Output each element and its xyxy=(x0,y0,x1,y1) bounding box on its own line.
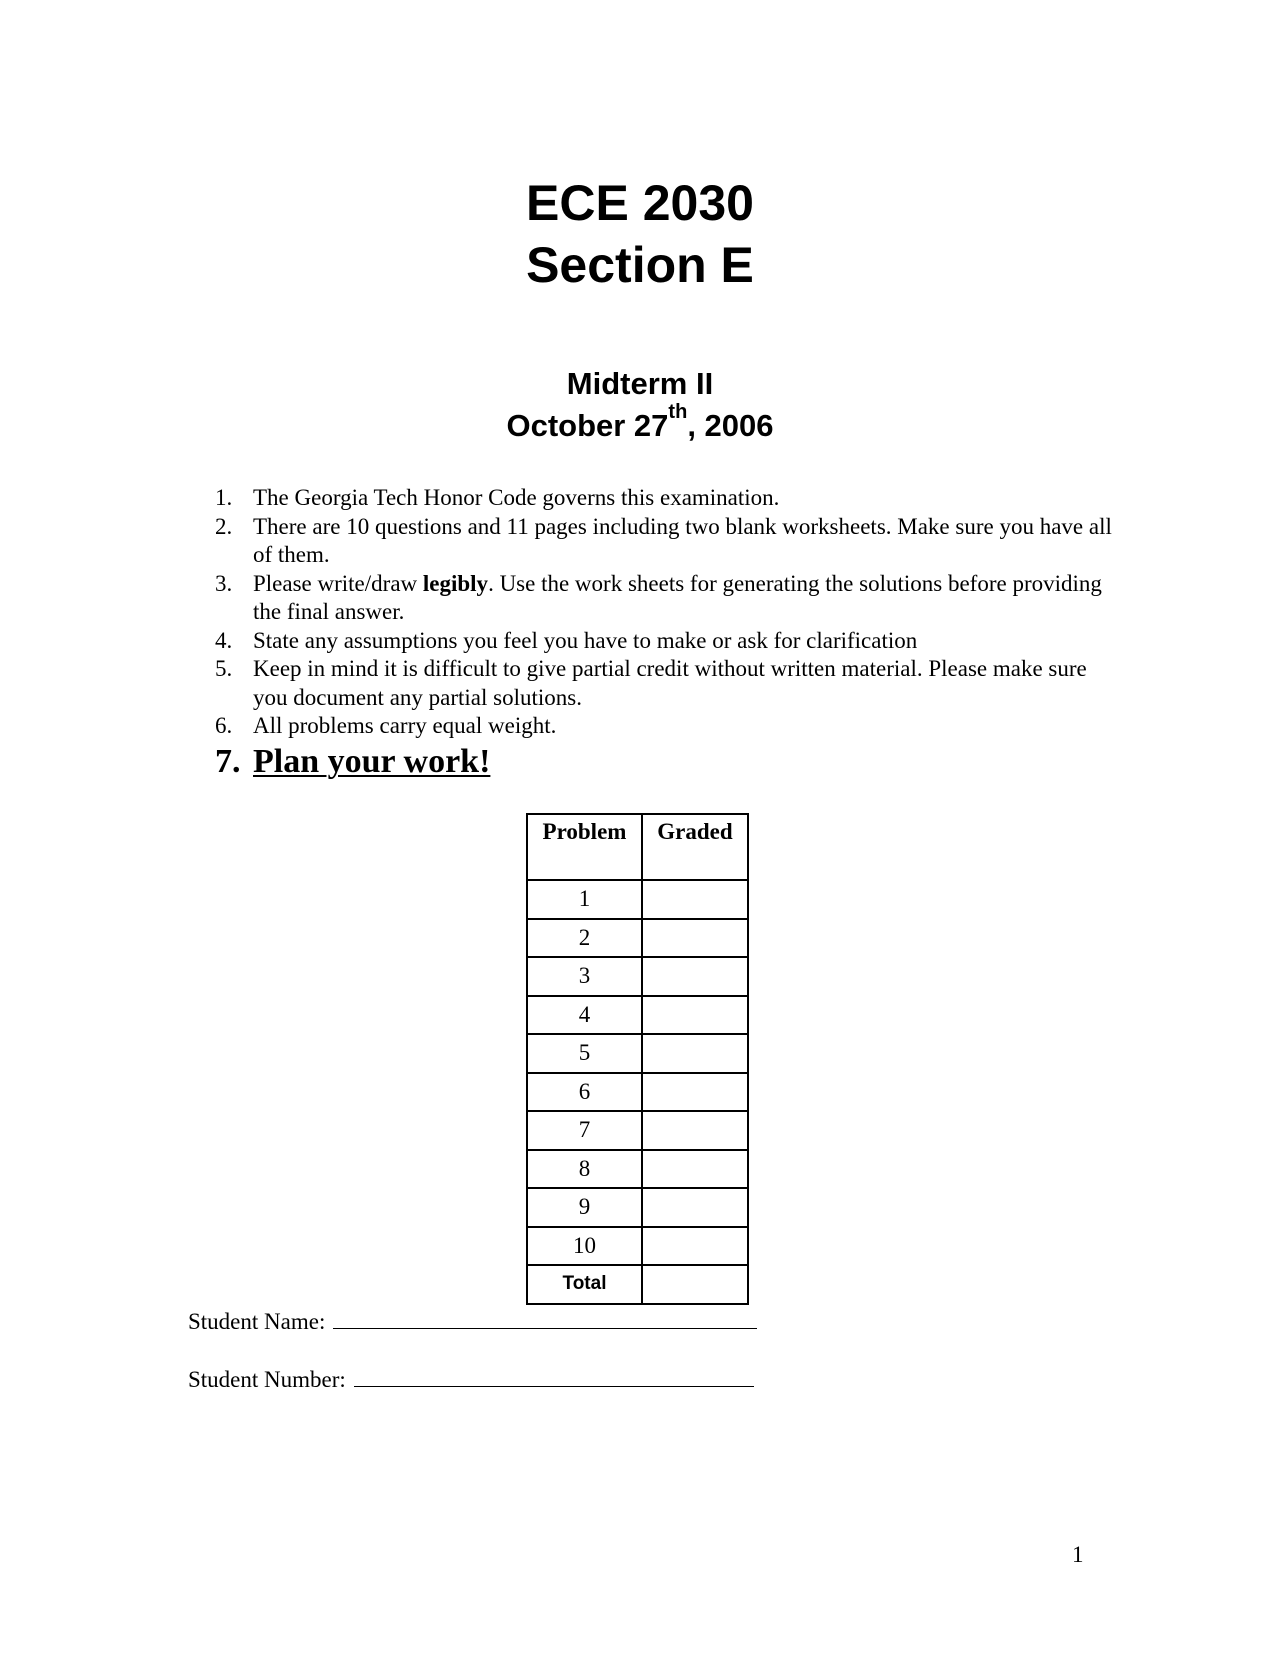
grade-cell[interactable] xyxy=(642,1150,748,1189)
graded-column-header: Graded xyxy=(642,814,748,880)
table-row xyxy=(527,996,748,1035)
instruction-text: There are 10 questions and 11 pages including two blank worksheets. Make sure you have all of them. xyxy=(253,513,1112,567)
problem-number: 2 xyxy=(527,919,642,958)
instruction-item xyxy=(215,627,1115,656)
instruction-text: The Georgia Tech Honor Code governs this examination. xyxy=(253,485,780,510)
grade-table xyxy=(526,813,749,1305)
student-number-line[interactable] xyxy=(354,1364,754,1387)
plan-instruction xyxy=(215,742,490,782)
total-grade-cell[interactable] xyxy=(642,1265,748,1304)
instruction-item xyxy=(215,484,1115,513)
instruction-text: State any assumptions you feel you have to make or ask for clarification xyxy=(253,627,918,653)
problem-number: 5 xyxy=(527,1034,642,1073)
instruction-text: Keep in mind it is difficult to give partial credit without written material. Please make sure you document any partial solutions. xyxy=(253,656,1087,710)
date-superscript: th xyxy=(668,401,688,423)
page-number: 1 xyxy=(1072,1542,1084,1567)
instruction-item xyxy=(215,655,1115,712)
grade-cell[interactable] xyxy=(642,1111,748,1150)
student-name-line[interactable] xyxy=(333,1306,757,1329)
grade-cell[interactable] xyxy=(642,880,748,919)
problem-number: 6 xyxy=(527,1073,642,1112)
instruction-number: 6. xyxy=(215,713,233,738)
table-row xyxy=(527,1227,748,1266)
exam-date xyxy=(0,401,1280,446)
student-name-label: Student Name: xyxy=(188,1309,326,1334)
table-row xyxy=(527,957,748,996)
grade-cell[interactable] xyxy=(642,1034,748,1073)
grade-cell[interactable] xyxy=(642,1073,748,1112)
date-suffix: , 2006 xyxy=(687,408,774,443)
problem-number: 4 xyxy=(527,996,642,1035)
table-row xyxy=(527,880,748,919)
instruction-emphasis: legibly xyxy=(422,570,489,596)
instruction-text: All problems carry equal weight. xyxy=(253,713,557,738)
instruction-item xyxy=(215,712,1115,741)
table-row xyxy=(527,1034,748,1073)
instruction-number: 2. xyxy=(215,513,233,539)
problem-number: 10 xyxy=(527,1227,642,1266)
grade-cell[interactable] xyxy=(642,919,748,958)
problem-column-header: Problem xyxy=(527,814,642,880)
plan-number: 7. xyxy=(215,743,241,780)
problem-number: 9 xyxy=(527,1188,642,1227)
instruction-number: 5. xyxy=(215,656,233,681)
section-title: Section E xyxy=(526,237,754,293)
instruction-number: 3. xyxy=(215,570,233,596)
total-row xyxy=(527,1265,748,1304)
instruction-number: 4. xyxy=(215,627,233,653)
table-row xyxy=(527,919,748,958)
grade-cell[interactable] xyxy=(642,996,748,1035)
problem-number: 8 xyxy=(527,1150,642,1189)
instruction-number: 1. xyxy=(215,485,233,510)
problem-number: 1 xyxy=(527,880,642,919)
table-row xyxy=(527,1073,748,1112)
instruction-text-after: . Use the work sheets for generating the solutions before providing the final answer. xyxy=(253,570,1102,624)
problem-number: 3 xyxy=(527,957,642,996)
total-label: Total xyxy=(527,1265,642,1304)
grade-cell[interactable] xyxy=(642,1188,748,1227)
grade-cell[interactable] xyxy=(642,1227,748,1266)
grade-table-header-row xyxy=(527,814,748,880)
table-row xyxy=(527,1150,748,1189)
problem-number: 7 xyxy=(527,1111,642,1150)
student-number-field xyxy=(188,1364,754,1394)
table-row xyxy=(527,1111,748,1150)
student-number-label: Student Number: xyxy=(188,1367,346,1392)
date-prefix: October 27 xyxy=(506,408,669,443)
student-name-field xyxy=(188,1306,757,1336)
course-title: ECE 2030 xyxy=(526,175,754,231)
instructions-list xyxy=(215,484,1115,741)
instruction-item xyxy=(215,513,1115,570)
instruction-text-before: Please write/draw xyxy=(253,570,423,596)
exam-title: Midterm II xyxy=(566,366,714,401)
grade-cell[interactable] xyxy=(642,957,748,996)
plan-text: Plan your work! xyxy=(253,743,491,780)
instruction-item xyxy=(215,570,1115,627)
table-row xyxy=(527,1188,748,1227)
